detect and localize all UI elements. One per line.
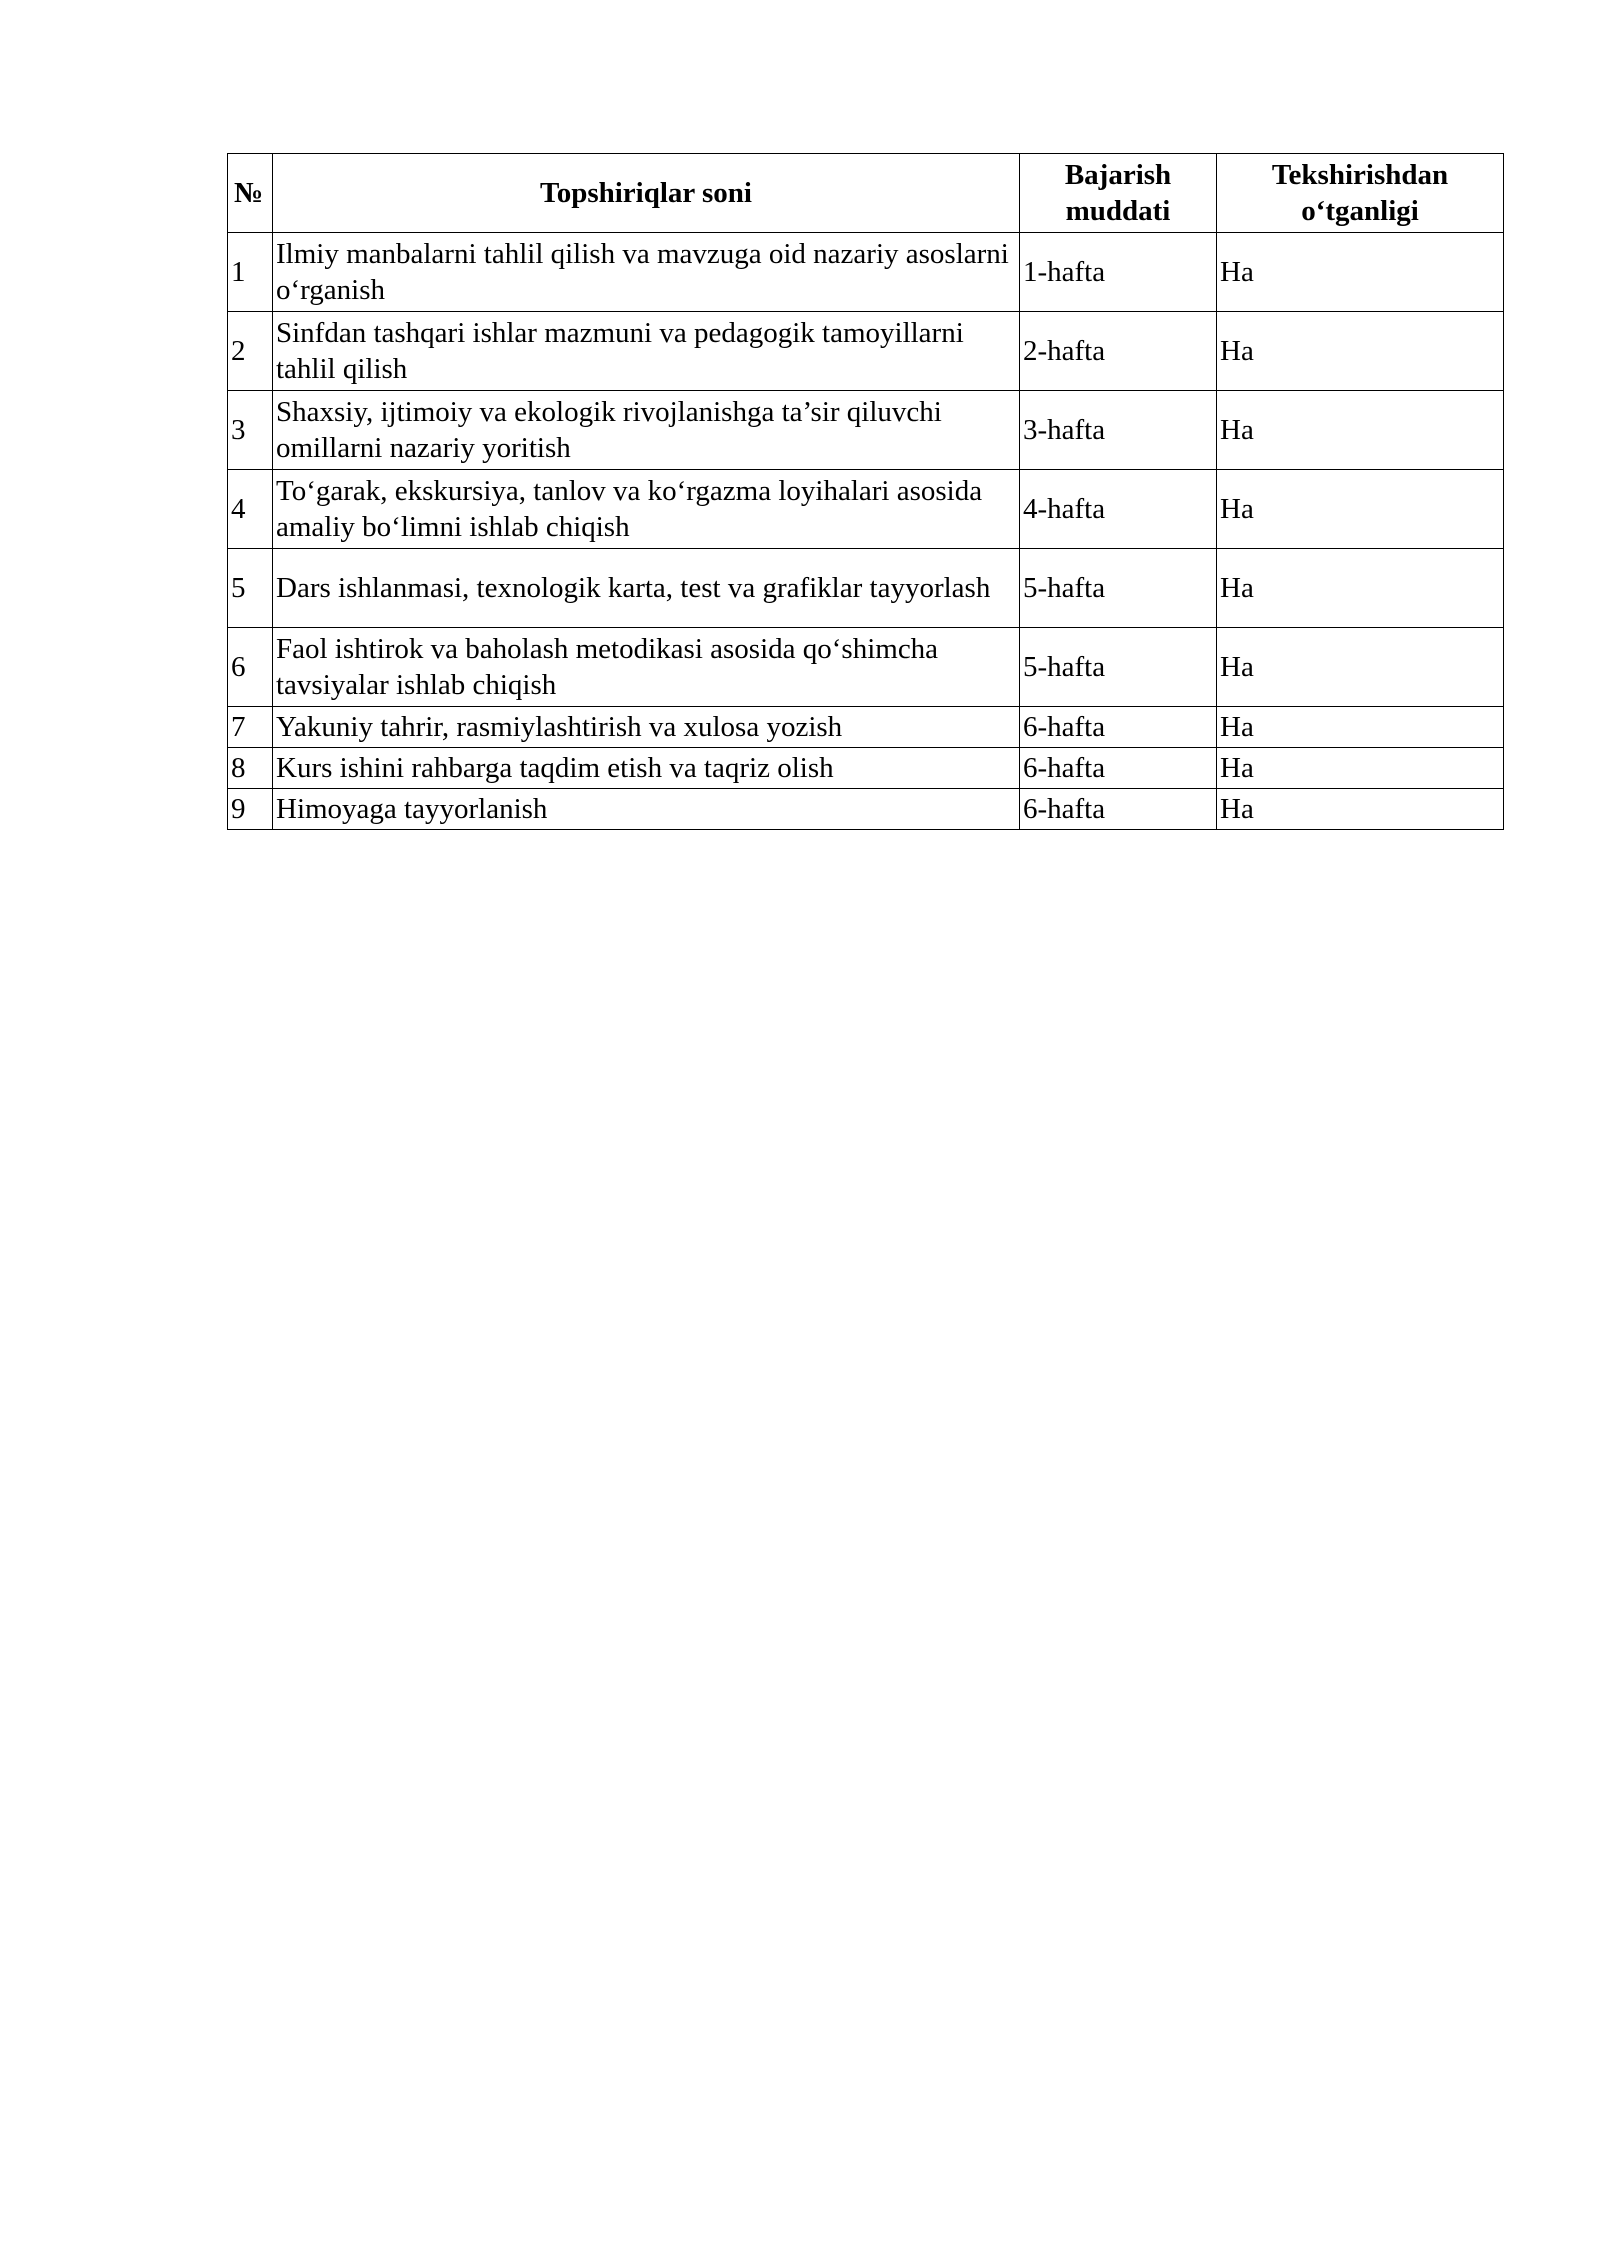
row-checked: Ha [1217,707,1504,748]
row-task: Ilmiy manbalarni tahlil qilish va mavzuga oid nazariy asoslarni o‘rganish [273,233,1020,312]
row-task: To‘garak, ekskursiya, tanlov va ko‘rgazma loyihalari asosida amaliy bo‘limni ishlab chiqish [273,470,1020,549]
header-number: № [228,154,273,233]
row-number: 2 [228,312,273,391]
row-deadline: 6-hafta [1020,789,1217,830]
task-schedule-table [227,153,1504,830]
row-task: Kurs ishini rahbarga taqdim etish va taqriz olish [273,748,1020,789]
row-number: 6 [228,628,273,707]
row-number: 9 [228,789,273,830]
row-checked: Ha [1217,789,1504,830]
row-number: 8 [228,748,273,789]
row-checked: Ha [1217,470,1504,549]
table-row [228,789,1504,830]
table-row [228,312,1504,391]
table-row [228,748,1504,789]
header-checked: Tekshirishdan o‘tganligi [1217,154,1504,233]
row-number: 1 [228,233,273,312]
row-number: 5 [228,549,273,628]
row-deadline: 3-hafta [1020,391,1217,470]
header-tasks: Topshiriqlar soni [273,154,1020,233]
row-deadline: 6-hafta [1020,748,1217,789]
row-checked: Ha [1217,628,1504,707]
row-number: 4 [228,470,273,549]
row-task: Sinfdan tashqari ishlar mazmuni va pedagogik tamoyillarni tahlil qilish [273,312,1020,391]
table-row [228,628,1504,707]
row-deadline: 4-hafta [1020,470,1217,549]
row-deadline: 5-hafta [1020,628,1217,707]
row-task: Faol ishtirok va baholash metodikasi asosida qo‘shimcha tavsiyalar ishlab chiqish [273,628,1020,707]
row-task: Himoyaga tayyorlanish [273,789,1020,830]
row-checked: Ha [1217,391,1504,470]
table-row [228,233,1504,312]
table-row [228,549,1504,628]
row-task: Shaxsiy, ijtimoiy va ekologik rivojlanishga ta’sir qiluvchi omillarni nazariy yoritish [273,391,1020,470]
table-row [228,707,1504,748]
row-checked: Ha [1217,233,1504,312]
table-row [228,391,1504,470]
table-row [228,470,1504,549]
row-deadline: 2-hafta [1020,312,1217,391]
row-task: Yakuniy tahrir, rasmiylashtirish va xulosa yozish [273,707,1020,748]
row-deadline: 6-hafta [1020,707,1217,748]
row-number: 7 [228,707,273,748]
row-number: 3 [228,391,273,470]
row-checked: Ha [1217,748,1504,789]
row-checked: Ha [1217,312,1504,391]
row-deadline: 5-hafta [1020,549,1217,628]
header-deadline: Bajarish muddati [1020,154,1217,233]
row-task: Dars ishlanmasi, texnologik karta, test va grafiklar tayyorlash [273,549,1020,628]
row-deadline: 1-hafta [1020,233,1217,312]
table-header-row [228,154,1504,233]
row-checked: Ha [1217,549,1504,628]
